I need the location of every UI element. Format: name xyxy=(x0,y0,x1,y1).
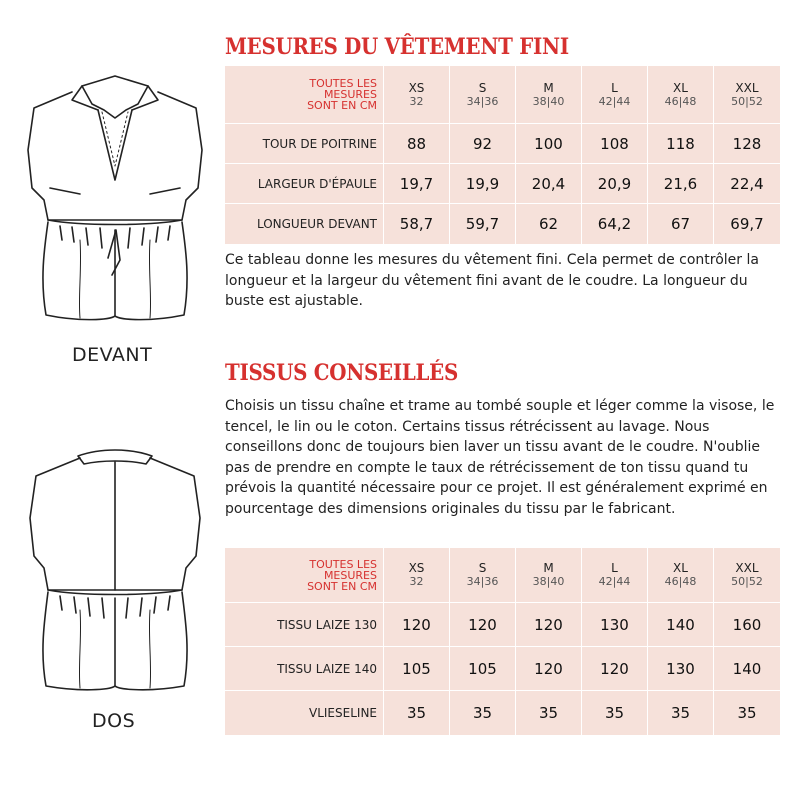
table-cell: 105 xyxy=(384,647,450,691)
size-header-xs xyxy=(384,548,450,603)
units-note-line: SONT EN CM xyxy=(307,99,377,112)
recommended-fabrics-text: Choisis un tissu chaîne et trame au tombé souple et léger comme la visose, le tencel, le lin ou le coton. Certains tissus rétrécissent au lavage. Nous conseillons donc de toujours bien laver un tissu avant de le coudre. N'oublie pas de prendre en compte le taux de rétrécissement de ton tissu quand tu prévois la quantité nécessaire pour ce projet. Il est généralement exprimé en pourcentage des dimensions originales du tissu par le fabricant. xyxy=(225,398,775,517)
size-number: 32 xyxy=(409,575,424,588)
table-cell: 20,4 xyxy=(516,164,582,204)
row-label: TISSU LAIZE 140 xyxy=(225,647,384,691)
table-cell: 64,2 xyxy=(582,204,648,244)
finished-measurements-table xyxy=(225,66,780,244)
row-label: LARGEUR D'ÉPAULE xyxy=(225,164,384,204)
finished-measurements-note: Ce tableau donne les mesures du vêtement fini. Cela permet de contrôler la longueur et la largeur du vêtement fini avant de le coudre. La longueur du buste est ajustable. xyxy=(225,252,759,309)
finished-measurements-title: MESURES DU VÊTEMENT FINI xyxy=(225,34,569,60)
size-name: M xyxy=(543,561,554,575)
size-name: XL xyxy=(673,80,688,95)
size-number: 50|52 xyxy=(731,94,763,108)
size-header-xl xyxy=(648,66,714,124)
size-number: 46|48 xyxy=(664,575,697,588)
table-cell: 130 xyxy=(582,603,648,647)
back-label: DOS xyxy=(92,710,136,732)
table-cell: 100 xyxy=(516,124,582,164)
table-cell: 120 xyxy=(516,603,582,647)
table-header-row xyxy=(225,548,780,603)
units-note-line: MESURES xyxy=(323,568,377,582)
size-header-m xyxy=(516,548,582,603)
table-cell: 120 xyxy=(516,647,582,691)
size-number: 32 xyxy=(409,94,424,108)
size-number: 50|52 xyxy=(731,575,763,588)
size-header-m xyxy=(516,66,582,124)
table-cell: 35 xyxy=(450,691,516,735)
table-cell: 19,9 xyxy=(450,164,516,204)
table-cell: 67 xyxy=(648,204,714,244)
row-label: VLIESELINE xyxy=(225,691,384,735)
table-row xyxy=(225,204,780,244)
units-note-line: TOUTES LES xyxy=(309,557,377,571)
table-cell: 19,7 xyxy=(384,164,450,204)
table-cell: 120 xyxy=(384,603,450,647)
units-note-line: MESURES xyxy=(323,88,377,101)
size-number: 38|40 xyxy=(532,575,565,588)
size-name: M xyxy=(543,80,554,95)
table-cell: 108 xyxy=(582,124,648,164)
table-row xyxy=(225,124,780,164)
row-label: TOUR DE POITRINE xyxy=(225,124,384,164)
units-note xyxy=(225,548,384,603)
size-header-s xyxy=(450,548,516,603)
table-header-row xyxy=(225,66,780,124)
table-cell: 22,4 xyxy=(714,164,780,204)
table-cell: 69,7 xyxy=(730,215,764,233)
size-number: 34|36 xyxy=(466,94,499,108)
table-cell: 92 xyxy=(450,124,516,164)
size-name: XS xyxy=(408,561,425,575)
table-cell: 58,7 xyxy=(384,204,450,244)
size-number: 38|40 xyxy=(532,94,565,108)
row-label: LONGUEUR DEVANT xyxy=(225,204,384,244)
size-header-xs xyxy=(384,66,450,124)
size-header-s xyxy=(450,66,516,124)
units-note-line: TOUTES LES xyxy=(309,77,377,90)
table-cell: 160 xyxy=(714,603,780,647)
recommended-fabrics-title: TISSUS CONSEILLÉS xyxy=(225,360,459,386)
table-row xyxy=(225,691,780,735)
table-cell: 59,7 xyxy=(450,204,516,244)
size-name: S xyxy=(478,80,487,95)
front-label: DEVANT xyxy=(72,344,153,366)
table-cell: 35 xyxy=(582,691,648,735)
size-name: XS xyxy=(408,80,425,95)
table-row xyxy=(225,164,780,204)
fabric-quantities-table xyxy=(225,548,780,735)
table-cell: 105 xyxy=(450,647,516,691)
table-cell: 20,9 xyxy=(582,164,648,204)
size-name: XXL xyxy=(735,80,759,95)
table-cell: 118 xyxy=(648,124,714,164)
table-cell: 35 xyxy=(384,691,450,735)
size-header-l xyxy=(582,548,648,603)
units-note-line: SONT EN CM xyxy=(307,579,377,593)
size-number: 46|48 xyxy=(664,94,697,108)
table-cell: 35 xyxy=(516,691,582,735)
size-name: XL xyxy=(673,561,688,575)
table-cell: 130 xyxy=(648,647,714,691)
table-cell: 140 xyxy=(714,647,780,691)
size-name: XXL xyxy=(735,561,759,575)
table-cell: 35 xyxy=(648,691,714,735)
table-row xyxy=(225,603,780,647)
table-cell: 88 xyxy=(384,124,450,164)
size-number: 42|44 xyxy=(598,94,631,108)
table-cell: 21,6 xyxy=(648,164,714,204)
table-cell: 62 xyxy=(516,204,582,244)
front-garment-drawing xyxy=(20,70,210,330)
table-cell: 35 xyxy=(737,704,757,722)
size-header-xxl xyxy=(714,548,780,603)
size-number: 42|44 xyxy=(598,575,631,588)
table-cell: 128 xyxy=(714,124,780,164)
table-cell: 120 xyxy=(582,647,648,691)
table-cell: 140 xyxy=(648,603,714,647)
units-note xyxy=(225,66,384,124)
size-header-l xyxy=(582,66,648,124)
table-cell: 120 xyxy=(450,603,516,647)
size-number: 34|36 xyxy=(466,575,499,588)
size-name: L xyxy=(611,561,618,575)
table-row xyxy=(225,647,780,691)
size-name: S xyxy=(478,561,487,575)
size-name: L xyxy=(611,80,618,95)
back-garment-drawing xyxy=(20,438,210,698)
size-header-xxl xyxy=(714,66,780,124)
size-header-xl xyxy=(648,548,714,603)
row-label: TISSU LAIZE 130 xyxy=(225,603,384,647)
